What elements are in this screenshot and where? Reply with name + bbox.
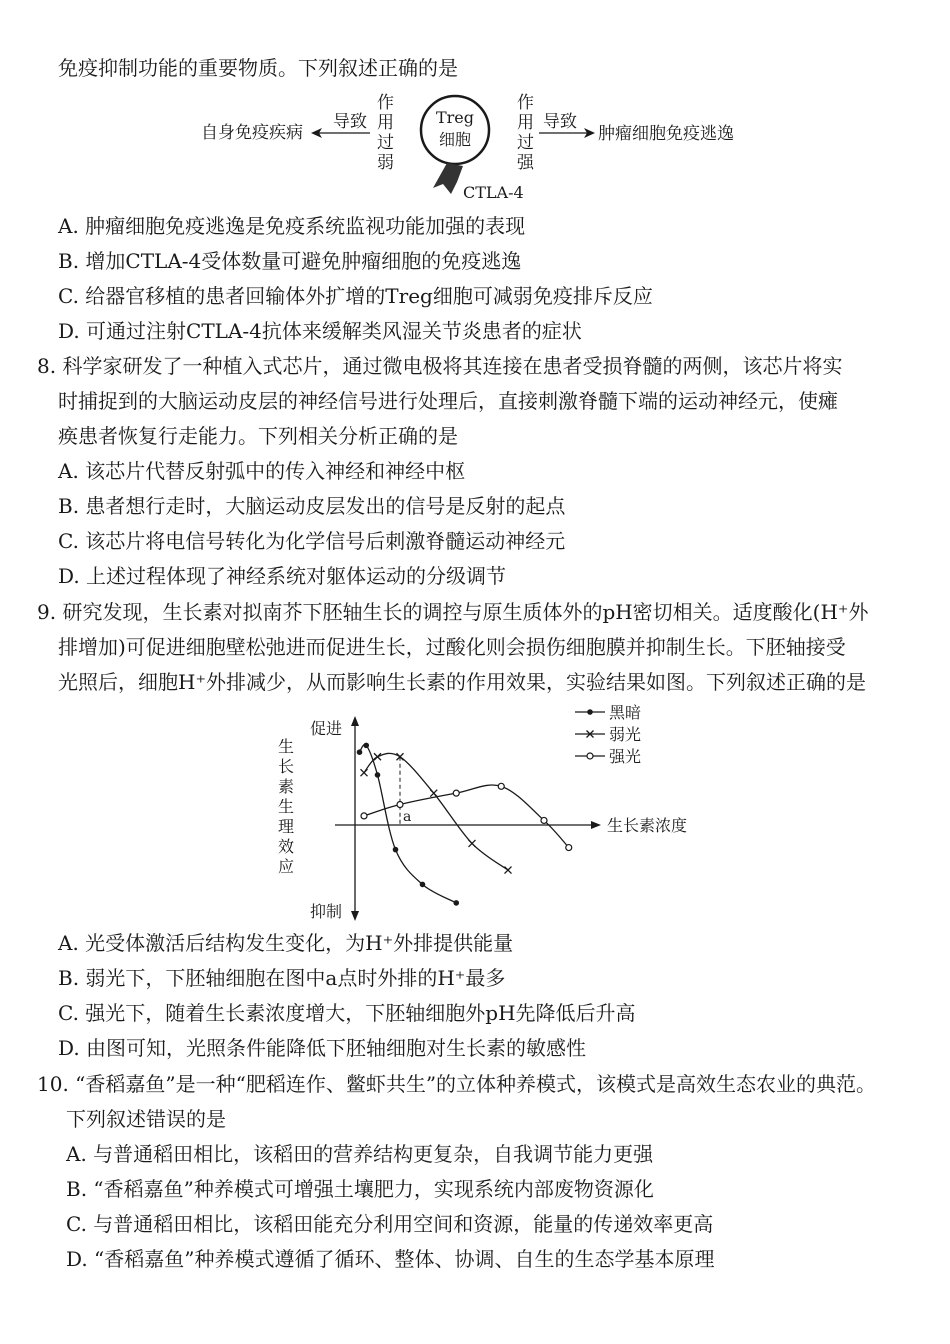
q7-option-a: A. 肿瘤细胞免疫逃逸是免疫系统监视功能加强的表现 xyxy=(58,214,526,238)
legend-marker-2 xyxy=(587,753,593,759)
series-1-point-1 xyxy=(374,753,381,760)
series-1-point-0 xyxy=(361,769,368,776)
series-0-point-4 xyxy=(420,882,426,888)
q10-stem-2: 下列叙述错误的是 xyxy=(66,1107,226,1131)
q10-option-a: A. 与普通稻田相比，该稻田的营养结构更复杂，自我调节能力更强 xyxy=(66,1142,654,1166)
series-2-point-1 xyxy=(397,802,403,808)
left-condition-0: 作 xyxy=(377,93,394,113)
q9-stem-2: 排增加)可促进细胞壁松弛进而促进生长，过酸化则会损伤细胞膜并抑制生长。下胚轴接受 xyxy=(58,635,846,659)
legend-label-2: 强光 xyxy=(609,747,642,766)
right-condition-1: 用 xyxy=(517,113,534,133)
y-bottom-label: 抑制 xyxy=(310,902,343,921)
y-top-label: 促进 xyxy=(310,719,343,738)
series-0-point-2 xyxy=(375,772,381,778)
series-1-point-4 xyxy=(469,840,476,847)
series-line-2 xyxy=(364,785,569,848)
treg-diagram xyxy=(195,90,765,205)
left-condition-3: 弱 xyxy=(377,153,394,173)
q8-stem-1: 8. 科学家研发了一种植入式芯片，通过微电极将其连接在患者受损脊髓的两侧，该芯片将实 xyxy=(37,354,843,378)
right-condition-0: 作 xyxy=(517,93,534,113)
series-1-point-5 xyxy=(505,867,512,874)
left-arrow-label: 导致 xyxy=(333,112,367,132)
q10-option-c: C. 与普通稻田相比，该稻田能充分利用空间和资源，能量的传递效率更高 xyxy=(66,1212,714,1236)
series-2-point-5 xyxy=(566,845,572,851)
ctla4-receptor-icon xyxy=(433,163,463,194)
right-result-label: 肿瘤细胞免疫逃逸 xyxy=(598,124,734,144)
q8-stem-3: 痪患者恢复行走能力。下列相关分析正确的是 xyxy=(58,424,458,448)
legend-label-0: 黑暗 xyxy=(609,703,642,722)
q8-option-c: C. 该芯片将电信号转化为化学信号后刺激脊髓运动神经元 xyxy=(58,529,566,553)
series-0-point-0 xyxy=(357,749,363,755)
q7-option-d: D. 可通过注射CTLA-4抗体来缓解类风湿关节炎患者的症状 xyxy=(58,319,582,343)
series-0-point-1 xyxy=(363,743,369,749)
series-1-point-3 xyxy=(430,790,437,797)
y-axis-arrow-up xyxy=(351,716,359,726)
q10-option-d: D. “香稻嘉鱼”种养模式遵循了循环、整体、协调、自生的生态学基本原理 xyxy=(66,1247,715,1271)
q8-option-a: A. 该芯片代替反射弧中的传入神经和神经中枢 xyxy=(58,459,466,483)
legend-label-1: 弱光 xyxy=(609,725,642,744)
treg-cell-label-2: 细胞 xyxy=(438,130,472,149)
q7-option-c: C. 给器官移植的患者回输体外扩增的Treg细胞可减弱免疫排斥反应 xyxy=(58,284,653,308)
q8-stem-2: 时捕捉到的大脑运动皮层的神经信号进行处理后，直接刺激脊髓下端的运动神经元，使瘫 xyxy=(58,389,838,413)
x-axis-label: 生长素浓度 xyxy=(607,816,688,835)
q10-option-b: B. “香稻嘉鱼”种养模式可增强土壤肥力，实现系统内部废物资源化 xyxy=(66,1177,654,1201)
q9-option-d: D. 由图可知，光照条件能降低下胚轴细胞对生长素的敏感性 xyxy=(58,1036,587,1060)
q9-stem-1: 9. 研究发现，生长素对拟南芥下胚轴生长的调控与原生质体外的pH密切相关。适度酸化(H⁺外 xyxy=(37,600,869,624)
y-axis-arrow-down xyxy=(351,911,359,921)
legend-marker-0 xyxy=(587,709,593,715)
series-2-point-4 xyxy=(541,817,547,823)
right-arrow-label: 导致 xyxy=(543,112,577,132)
auxin-effect-chart xyxy=(270,700,710,925)
q8-option-d: D. 上述过程体现了神经系统对躯体运动的分级调节 xyxy=(58,564,507,588)
series-0-point-5 xyxy=(453,900,459,906)
left-result-label: 自身免疫疾病 xyxy=(201,123,303,143)
left-condition-1: 用 xyxy=(377,113,394,133)
series-2-point-2 xyxy=(453,790,459,796)
series-2-point-3 xyxy=(498,783,504,789)
treg-cell-label-1: Treg xyxy=(435,108,475,127)
series-0-point-3 xyxy=(393,847,399,853)
series-2-point-0 xyxy=(361,813,367,819)
q8-option-b: B. 患者想行走时，大脑运动皮层发出的信号是反射的起点 xyxy=(58,494,566,518)
point-a-label: a xyxy=(403,809,412,825)
q9-option-b: B. 弱光下，下胚轴细胞在图中a点时外排的H⁺最多 xyxy=(58,966,506,990)
q10-stem-1: 10. “香稻嘉鱼”是一种“肥稻连作、鳖虾共生”的立体种养模式，该模式是高效生态农业的典范。 xyxy=(37,1072,877,1096)
y-axis-label: 生长素生理效应 xyxy=(277,737,295,876)
q7-option-b: B. 增加CTLA-4受体数量可避免肿瘤细胞的免疫逃逸 xyxy=(58,249,522,273)
right-condition-2: 过 xyxy=(517,133,534,153)
right-condition-3: 强 xyxy=(517,153,534,173)
q9-option-a: A. 光受体激活后结构发生变化，为H⁺外排提供能量 xyxy=(58,931,514,955)
receptor-label: CTLA-4 xyxy=(463,183,524,202)
x-axis-arrow xyxy=(591,821,601,829)
q9-stem-3: 光照后，细胞H⁺外排减少，从而影响生长素的作用效果，实验结果如图。下列叙述正确的是 xyxy=(58,670,866,694)
q7-intro: 免疫抑制功能的重要物质。下列叙述正确的是 xyxy=(58,56,458,80)
q9-option-c: C. 强光下，随着生长素浓度增大，下胚轴细胞外pH先降低后升高 xyxy=(58,1001,636,1025)
left-condition-2: 过 xyxy=(377,133,394,153)
